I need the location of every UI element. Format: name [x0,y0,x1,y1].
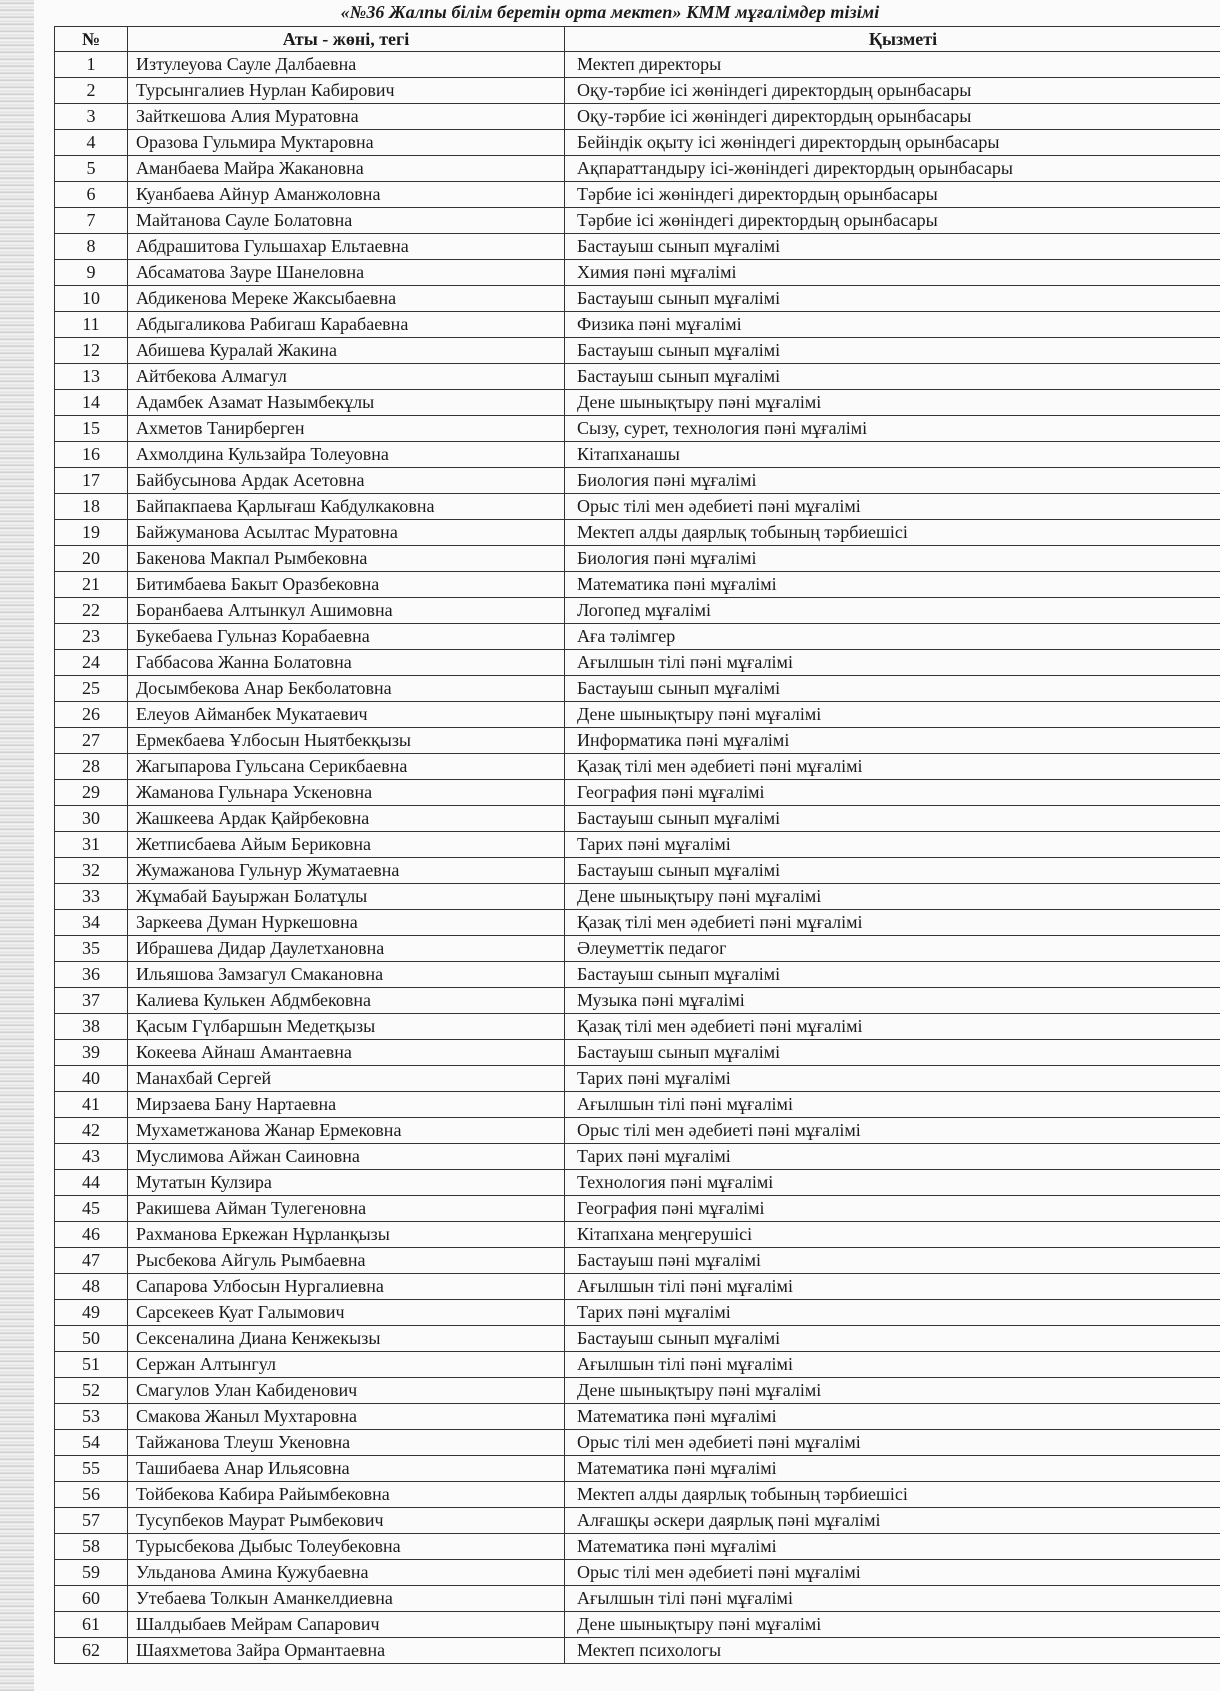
row-number: 21 [55,572,128,598]
row-number: 45 [55,1196,128,1222]
row-name: Жұмабай Бауыржан Болатұлы [128,884,565,910]
table-row [55,234,1220,260]
row-name: Утебаева Толкын Аманкелдиевна [128,1586,565,1612]
row-position: Дене шынықтыру пәні мұғалімі [565,390,1220,416]
table-row [55,78,1220,104]
table-row [55,338,1220,364]
table-row [55,1534,1220,1560]
row-name: Жетписбаева Айым Бериковна [128,832,565,858]
row-number: 54 [55,1430,128,1456]
row-position: Дене шынықтыру пәні мұғалімі [565,1378,1220,1404]
row-position: Физика пәні мұғалімі [565,312,1220,338]
row-position: Тәрбие ісі жөніндегі директордың орынбасары [565,182,1220,208]
row-position: Математика пәні мұғалімі [565,1404,1220,1430]
row-number: 32 [55,858,128,884]
row-name: Смагулов Улан Кабиденович [128,1378,565,1404]
table-row [55,702,1220,728]
table-row [55,598,1220,624]
row-number: 48 [55,1274,128,1300]
row-position: Дене шынықтыру пәні мұғалімі [565,884,1220,910]
page-title: «№36 Жалпы білім беретін орта мектеп» КММ мұғалімдер тізімі [340,2,880,22]
row-name: Абдикенова Мереке Жаксыбаевна [128,286,565,312]
row-position: Орыс тілі мен әдебиеті пәні мұғалімі [565,494,1220,520]
row-name: Мухаметжанова Жанар Ермековна [128,1118,565,1144]
row-name: Шаяхметова Зайра Ормантаевна [128,1638,565,1664]
row-position: Кітапхана меңгерушісі [565,1222,1220,1248]
teachers-table [54,26,1220,1664]
table-row [55,650,1220,676]
row-number: 9 [55,260,128,286]
table-row [55,1638,1220,1664]
row-name: Абдыгаликова Рабигаш Карабаевна [128,312,565,338]
row-name: Шалдыбаев Мейрам Сапарович [128,1612,565,1638]
row-name: Байбусынова Ардак Асетовна [128,468,565,494]
row-name: Куанбаева Айнур Аманжоловна [128,182,565,208]
table-row [55,1378,1220,1404]
row-number: 52 [55,1378,128,1404]
table-body [55,52,1220,1664]
row-position: Кітапханашы [565,442,1220,468]
row-position: Қазақ тілі мен әдебиеті пәні мұғалімі [565,754,1220,780]
row-name: Досымбекова Анар Бекболатовна [128,676,565,702]
table-row [55,1612,1220,1638]
row-name: Жашкеева Ардак Қайрбековна [128,806,565,832]
row-number: 49 [55,1300,128,1326]
row-number: 13 [55,364,128,390]
row-position: Бастауыш сынып мұғалімі [565,338,1220,364]
row-name: Абишева Куралай Жакина [128,338,565,364]
row-number: 6 [55,182,128,208]
table-row [55,468,1220,494]
row-position: Орыс тілі мен әдебиеті пәні мұғалімі [565,1560,1220,1586]
row-number: 15 [55,416,128,442]
row-position: Орыс тілі мен әдебиеті пәні мұғалімі [565,1118,1220,1144]
row-name: Турсынгалиев Нурлан Кабирович [128,78,565,104]
table-row [55,1196,1220,1222]
row-position: Музыка пәні мұғалімі [565,988,1220,1014]
table-row [55,286,1220,312]
row-number: 40 [55,1066,128,1092]
row-position: Бастауыш сынып мұғалімі [565,858,1220,884]
row-number: 59 [55,1560,128,1586]
row-position: Бастауыш сынып мұғалімі [565,364,1220,390]
row-position: Тарих пәні мұғалімі [565,1066,1220,1092]
row-position: Тарих пәні мұғалімі [565,1300,1220,1326]
row-number: 5 [55,156,128,182]
row-number: 42 [55,1118,128,1144]
row-name: Изтулеуова Сауле Далбаевна [128,52,565,78]
row-name: Боранбаева Алтынкул Ашимовна [128,598,565,624]
row-name: Ильяшова Замзагул Смакановна [128,962,565,988]
row-name: Калиева Кулькен Абдмбековна [128,988,565,1014]
table-row [55,156,1220,182]
table-row [55,130,1220,156]
table-row [55,1014,1220,1040]
row-name: Адамбек Азамат Назымбекұлы [128,390,565,416]
table-row [55,832,1220,858]
row-name: Букебаева Гульназ Корабаевна [128,624,565,650]
table-row [55,390,1220,416]
header-position: Қызметі [565,27,1220,52]
row-number: 20 [55,546,128,572]
table-row [55,754,1220,780]
table-row [55,1560,1220,1586]
row-number: 17 [55,468,128,494]
row-number: 47 [55,1248,128,1274]
scan-edge-artifact [0,0,34,1691]
row-name: Жагыпарова Гульсана Серикбаевна [128,754,565,780]
row-name: Жаманова Гульнара Ускеновна [128,780,565,806]
row-number: 33 [55,884,128,910]
table-row [55,260,1220,286]
row-position: Тарих пәні мұғалімі [565,832,1220,858]
row-position: Тәрбие ісі жөніндегі директордың орынбасары [565,208,1220,234]
table-row [55,104,1220,130]
table-row [55,910,1220,936]
row-number: 38 [55,1014,128,1040]
row-position: Аға тәлімгер [565,624,1220,650]
table-row [55,1482,1220,1508]
row-number: 34 [55,910,128,936]
row-name: Байжуманова Асылтас Муратовна [128,520,565,546]
row-number: 27 [55,728,128,754]
row-position: Бастауыш пәні мұғалімі [565,1248,1220,1274]
row-position: Ақпараттандыру ісі-жөніндегі директордың орынбасары [565,156,1220,182]
row-number: 44 [55,1170,128,1196]
row-name: Муслимова Айжан Саиновна [128,1144,565,1170]
row-position: Химия пәні мұғалімі [565,260,1220,286]
row-position: Тарих пәні мұғалімі [565,1144,1220,1170]
row-position: География пәні мұғалімі [565,780,1220,806]
row-number: 19 [55,520,128,546]
table-row [55,988,1220,1014]
row-name: Битимбаева Бакыт Оразбековна [128,572,565,598]
row-position: Алғашқы әскери даярлық пәні мұғалімі [565,1508,1220,1534]
row-position: Бейіндік оқыту ісі жөніндегі директордың орынбасары [565,130,1220,156]
row-number: 23 [55,624,128,650]
row-position: Оқу-тәрбие ісі жөніндегі директордың орынбасары [565,104,1220,130]
table-row [55,936,1220,962]
table-row [55,1144,1220,1170]
table-row [55,1274,1220,1300]
table-row [55,494,1220,520]
table-row [55,442,1220,468]
table-row [55,52,1220,78]
table-row [55,1300,1220,1326]
row-position: Математика пәні мұғалімі [565,572,1220,598]
table-row [55,182,1220,208]
table-row [55,1222,1220,1248]
row-name: Кокеева Айнаш Амантаевна [128,1040,565,1066]
row-number: 61 [55,1612,128,1638]
table-row [55,780,1220,806]
row-number: 60 [55,1586,128,1612]
row-name: Сарсекеев Куат Галымович [128,1300,565,1326]
table-row [55,884,1220,910]
header-number: № [55,27,128,52]
table-row [55,1456,1220,1482]
row-position: Оқу-тәрбие ісі жөніндегі директордың орынбасары [565,78,1220,104]
row-position: Логопед мұғалімі [565,598,1220,624]
table-row [55,546,1220,572]
row-name: Ракишева Айман Тулегеновна [128,1196,565,1222]
row-number: 56 [55,1482,128,1508]
row-number: 29 [55,780,128,806]
row-position: Ағылшын тілі пәні мұғалімі [565,650,1220,676]
row-name: Габбасова Жанна Болатовна [128,650,565,676]
row-number: 10 [55,286,128,312]
row-position: Бастауыш сынып мұғалімі [565,676,1220,702]
table-row [55,1508,1220,1534]
row-position: Мектеп алды даярлық тобының тәрбиешісі [565,520,1220,546]
row-name: Тусупбеков Маурат Рымбекович [128,1508,565,1534]
row-number: 36 [55,962,128,988]
row-name: Рахманова Еркежан Нұрланқызы [128,1222,565,1248]
row-number: 51 [55,1352,128,1378]
row-name: Тайжанова Тлеуш Укеновна [128,1430,565,1456]
row-position: Технология пәні мұғалімі [565,1170,1220,1196]
table-row [55,1404,1220,1430]
row-name: Мирзаева Бану Нартаевна [128,1092,565,1118]
row-number: 2 [55,78,128,104]
row-name: Майтанова Сауле Болатовна [128,208,565,234]
row-name: Ахметов Танирберген [128,416,565,442]
row-position: Бастауыш сынып мұғалімі [565,1040,1220,1066]
table-row [55,1092,1220,1118]
table-row [55,858,1220,884]
row-position: Дене шынықтыру пәні мұғалімі [565,702,1220,728]
row-position: Ағылшын тілі пәні мұғалімі [565,1274,1220,1300]
row-name: Турысбекова Дыбыс Толеубековна [128,1534,565,1560]
header-name: Аты - жөні, тегі [128,27,565,52]
row-number: 39 [55,1040,128,1066]
row-position: Биология пәні мұғалімі [565,468,1220,494]
table-row [55,962,1220,988]
table-row [55,520,1220,546]
table-row [55,572,1220,598]
row-name: Ульданова Амина Кужубаевна [128,1560,565,1586]
table-row [55,1352,1220,1378]
row-name: Жумажанова Гульнур Жуматаевна [128,858,565,884]
row-position: Дене шынықтыру пәні мұғалімі [565,1612,1220,1638]
row-number: 12 [55,338,128,364]
row-name: Абдрашитова Гульшахар Ельтаевна [128,234,565,260]
row-position: Мектеп алды даярлық тобының тәрбиешісі [565,1482,1220,1508]
row-position: Ағылшын тілі пәні мұғалімі [565,1352,1220,1378]
row-position: Қазақ тілі мен әдебиеті пәні мұғалімі [565,1014,1220,1040]
row-position: Бастауыш сынып мұғалімі [565,286,1220,312]
row-number: 43 [55,1144,128,1170]
row-position: Бастауыш сынып мұғалімі [565,234,1220,260]
row-number: 11 [55,312,128,338]
row-name: Абсаматова Зауре Шанеловна [128,260,565,286]
row-number: 16 [55,442,128,468]
row-number: 4 [55,130,128,156]
row-number: 26 [55,702,128,728]
row-number: 25 [55,676,128,702]
row-number: 30 [55,806,128,832]
row-position: Ағылшын тілі пәні мұғалімі [565,1092,1220,1118]
row-number: 50 [55,1326,128,1352]
row-position: Информатика пәні мұғалімі [565,728,1220,754]
row-name: Елеуов Айманбек Мукатаевич [128,702,565,728]
table-row [55,806,1220,832]
row-number: 24 [55,650,128,676]
row-number: 3 [55,104,128,130]
table-row [55,208,1220,234]
row-number: 7 [55,208,128,234]
table-row [55,1040,1220,1066]
row-number: 1 [55,52,128,78]
table-row [55,364,1220,390]
row-position: Мектеп психологы [565,1638,1220,1664]
row-name: Сержан Алтынгул [128,1352,565,1378]
row-name: Ташибаева Анар Ильясовна [128,1456,565,1482]
row-position: Орыс тілі мен әдебиеті пәні мұғалімі [565,1430,1220,1456]
row-number: 62 [55,1638,128,1664]
row-number: 55 [55,1456,128,1482]
table-row [55,624,1220,650]
row-name: Зайткешова Алия Муратовна [128,104,565,130]
row-name: Ибрашева Дидар Даулетхановна [128,936,565,962]
row-position: Математика пәні мұғалімі [565,1534,1220,1560]
table-header-row [55,27,1220,52]
row-name: Манахбай Сергей [128,1066,565,1092]
row-name: Сексеналина Диана Кенжекызы [128,1326,565,1352]
row-name: Ермекбаева Ұлбосын Ныятбекқызы [128,728,565,754]
row-name: Рысбекова Айгуль Рымбаевна [128,1248,565,1274]
row-position: Бастауыш сынып мұғалімі [565,962,1220,988]
row-number: 22 [55,598,128,624]
table-row [55,1170,1220,1196]
row-name: Сапарова Улбосын Нургалиевна [128,1274,565,1300]
row-position: Биология пәні мұғалімі [565,546,1220,572]
table-row [55,676,1220,702]
table-row [55,1118,1220,1144]
row-name: Смакова Жаныл Мухтаровна [128,1404,565,1430]
row-position: Бастауыш сынып мұғалімі [565,806,1220,832]
row-number: 41 [55,1092,128,1118]
row-number: 58 [55,1534,128,1560]
row-name: Байпакпаева Қарлығаш Кабдулкаковна [128,494,565,520]
row-number: 53 [55,1404,128,1430]
row-position: Сызу, сурет, технология пәні мұғалімі [565,416,1220,442]
row-name: Бакенова Макпал Рымбековна [128,546,565,572]
row-name: Аманбаева Майра Жакановна [128,156,565,182]
row-number: 8 [55,234,128,260]
row-name: Айтбекова Алмагул [128,364,565,390]
row-position: Қазақ тілі мен әдебиеті пәні мұғалімі [565,910,1220,936]
table-row [55,416,1220,442]
row-position: Ағылшын тілі пәні мұғалімі [565,1586,1220,1612]
row-number: 28 [55,754,128,780]
row-name: Қасым Гүлбаршын Медетқызы [128,1014,565,1040]
row-number: 35 [55,936,128,962]
table-row [55,1586,1220,1612]
row-number: 14 [55,390,128,416]
row-position: География пәні мұғалімі [565,1196,1220,1222]
row-name: Мутатын Кулзира [128,1170,565,1196]
row-position: Мектеп директоры [565,52,1220,78]
row-number: 31 [55,832,128,858]
row-name: Оразова Гульмира Муктаровна [128,130,565,156]
row-number: 37 [55,988,128,1014]
row-name: Ахмолдина Кульзайра Толеуовна [128,442,565,468]
table-row [55,1430,1220,1456]
row-position: Бастауыш сынып мұғалімі [565,1326,1220,1352]
row-name: Тойбекова Кабира Райымбековна [128,1482,565,1508]
table-row [55,1066,1220,1092]
table-row [55,1248,1220,1274]
table-row [55,312,1220,338]
table-row [55,728,1220,754]
table-row [55,1326,1220,1352]
row-number: 57 [55,1508,128,1534]
row-number: 46 [55,1222,128,1248]
row-number: 18 [55,494,128,520]
row-position: Әлеуметтік педагог [565,936,1220,962]
row-name: Заркеева Думан Нуркешовна [128,910,565,936]
row-position: Математика пәні мұғалімі [565,1456,1220,1482]
